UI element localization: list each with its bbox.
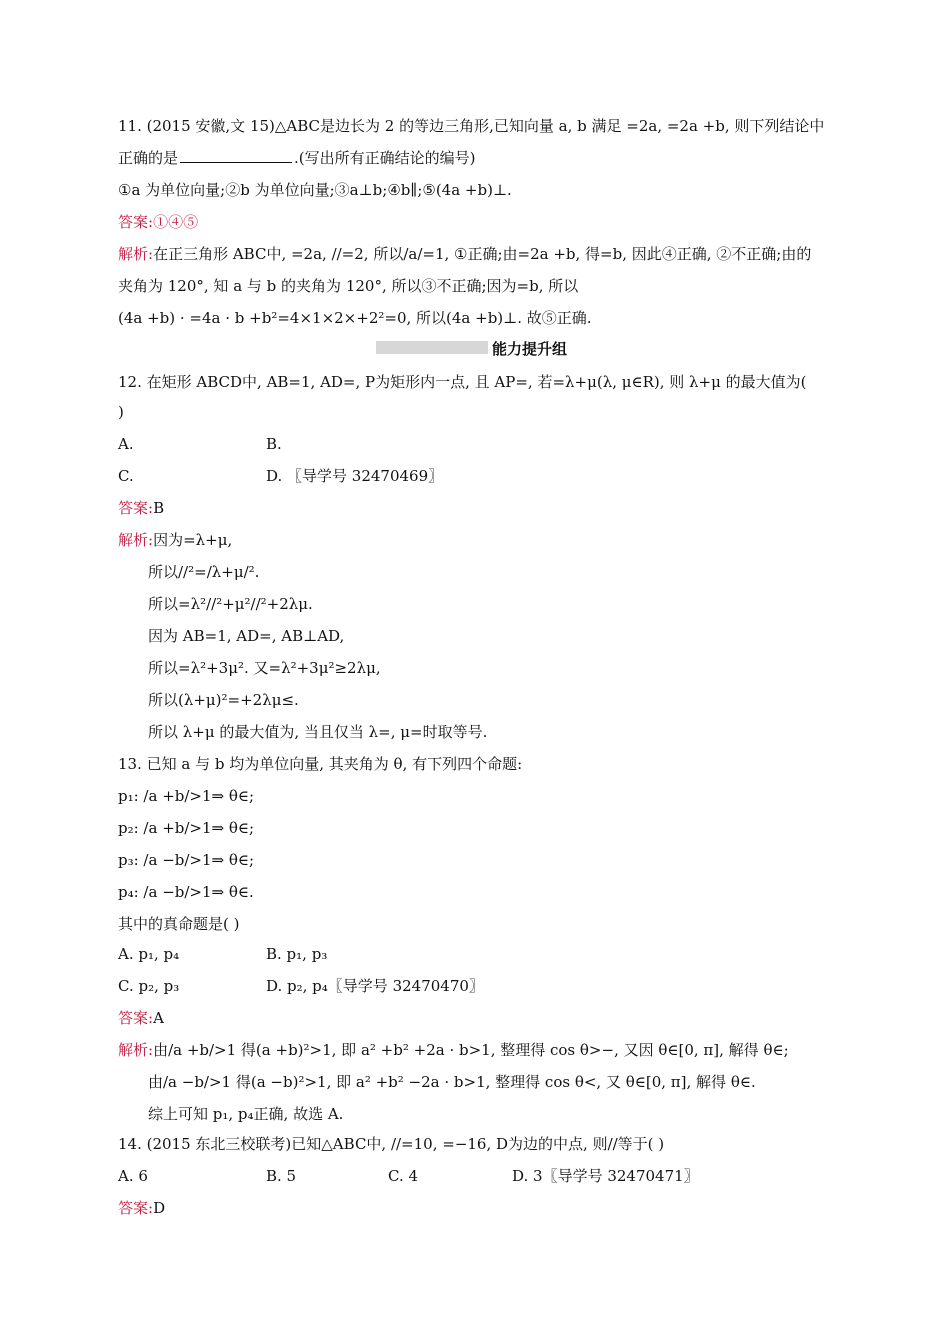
q14-option-c: C. 4 (388, 1167, 419, 1185)
q13-answer (118, 1008, 164, 1028)
q13-options-row1 (118, 944, 327, 964)
q11-analysis-label: 解析: (118, 245, 154, 263)
q12-option-d: D. 〖导学号 32470469〗 (266, 467, 444, 485)
q13-option-d: D. p₂, p₄〖导学号 32470470〗 (266, 977, 484, 995)
q12-analysis-line6: 所以(λ+μ)²=+2λμ≤. (148, 691, 299, 709)
q11-options: ①a 为单位向量;②b 为单位向量;③a⊥b;④b∥;⑤(4a +b)⊥. (118, 181, 512, 199)
q11-analysis-line1 (118, 244, 811, 264)
q11-analysis-line3: (4a +b) · =4a · b +b²=4×1×2×+2²=0, 所以(4a +b)⊥. 故⑤正确. (118, 309, 592, 327)
q11-stem-line2 (118, 148, 476, 168)
q11-stem-line1: 11. (2015 安徽,文 15)△ABC是边长为 2 的等边三角形,已知向量 a, b 满足 =2a, =2a +b, 则下列结论中 (118, 117, 825, 135)
q11-answer (118, 212, 198, 232)
q11-answer-label: 答案: (118, 213, 154, 231)
q11-answer-blank (180, 148, 292, 163)
q12-analysis-line2: 所以//²=/λ+μ/². (148, 563, 260, 581)
q13-analysis-line3: 综上可知 p₁, p₄正确, 故选 A. (148, 1105, 344, 1123)
q13-stem: 13. 已知 a 与 b 均为单位向量, 其夹角为 θ, 有下列四个命题: (118, 755, 523, 773)
q12-answer-label: 答案: (118, 499, 154, 517)
q12-analysis-line7: 所以 λ+μ 的最大值为, 当且仅当 λ=, μ=时取等号. (148, 723, 488, 741)
q14-option-b: B. 5 (266, 1167, 297, 1185)
q13-answer-label: 答案: (118, 1009, 154, 1027)
q13-proposition-p1: p₁: /a +b/>1⇒ θ∈; (118, 787, 255, 805)
q11-stem-suffix: .(写出所有正确结论的编号) (294, 149, 476, 167)
q12-stem-line2: ) (118, 403, 124, 421)
q13-analysis-line1 (118, 1040, 789, 1060)
q13-analysis-text1: 由/a +b/>1 得(a +b)²>1, 即 a² +b² +2a · b>1, 整理得 cos θ>−, 又因 θ∈[0, π], 解得 θ∈; (153, 1041, 789, 1059)
q14-answer (118, 1198, 165, 1218)
q14-stem: 14. (2015 东北三校联考)已知△ABC中, //=10, =−16, D为边的中点, 则//等于( ) (118, 1135, 665, 1153)
section-band (376, 341, 488, 354)
q13-option-c: C. p₂, p₃ (118, 977, 180, 995)
q12-analysis-line4: 因为 AB=1, AD=, AB⊥AD, (148, 627, 345, 645)
section-title: 能力提升组 (492, 340, 568, 358)
q11-stem-prefix: 正确的是 (118, 149, 179, 167)
q12-option-b: B. (266, 435, 282, 453)
q12-answer-value: B (153, 499, 165, 517)
q12-analysis-line5: 所以=λ²+3μ². 又=λ²+3μ²≥2λμ, (148, 659, 381, 677)
q13-proposition-p3: p₃: /a −b/>1⇒ θ∈; (118, 851, 255, 869)
q12-answer (118, 498, 164, 518)
q11-answer-value: ①④⑤ (153, 213, 199, 231)
q13-proposition-p2: p₂: /a +b/>1⇒ θ∈; (118, 819, 255, 837)
q12-stem-line1: 12. 在矩形 ABCD中, AB=1, AD=, P为矩形内一点, 且 AP=, 若=λ+μ(λ, μ∈R), 则 λ+μ 的最大值为( (118, 373, 807, 391)
q12-analysis-line1 (118, 530, 232, 550)
q13-question: 其中的真命题是( ) (118, 915, 240, 933)
q14-answer-label: 答案: (118, 1199, 154, 1217)
q12-options-row2 (118, 466, 443, 486)
q12-analysis-text1: 因为=λ+μ, (153, 531, 233, 549)
q12-options-row1 (118, 434, 282, 454)
q13-option-b: B. p₁, p₃ (266, 945, 328, 963)
q12-analysis-label: 解析: (118, 531, 154, 549)
q11-analysis-line2: 夹角为 120°, 知 a 与 b 的夹角为 120°, 所以③不正确;因为=b, 所以 (118, 277, 579, 295)
q14-options (118, 1166, 699, 1186)
q13-option-a: A. p₁, p₄ (118, 945, 180, 963)
q13-answer-value: A (153, 1009, 164, 1027)
q11-analysis-text1: 在正三角形 ABC中, =2a, //=2, 所以/a/=1, ①正确;由=2a +b, 得=b, 因此④正确, ②不正确;由的 (153, 245, 812, 263)
q13-options-row2 (118, 976, 484, 996)
q13-analysis-label: 解析: (118, 1041, 154, 1059)
q12-analysis-line3: 所以=λ²//²+μ²//²+2λμ. (148, 595, 313, 613)
q14-option-a: A. 6 (118, 1167, 148, 1185)
q12-option-a: A. (118, 435, 134, 453)
q14-answer-value: D (153, 1199, 166, 1217)
q12-option-c: C. (118, 467, 134, 485)
q14-option-d: D. 3〖导学号 32470471〗 (512, 1167, 699, 1185)
q13-analysis-line2: 由/a −b/>1 得(a −b)²>1, 即 a² +b² −2a · b>1, 整理得 cos θ<, 又 θ∈[0, π], 解得 θ∈. (148, 1073, 756, 1091)
q13-proposition-p4: p₄: /a −b/>1⇒ θ∈. (118, 883, 254, 901)
